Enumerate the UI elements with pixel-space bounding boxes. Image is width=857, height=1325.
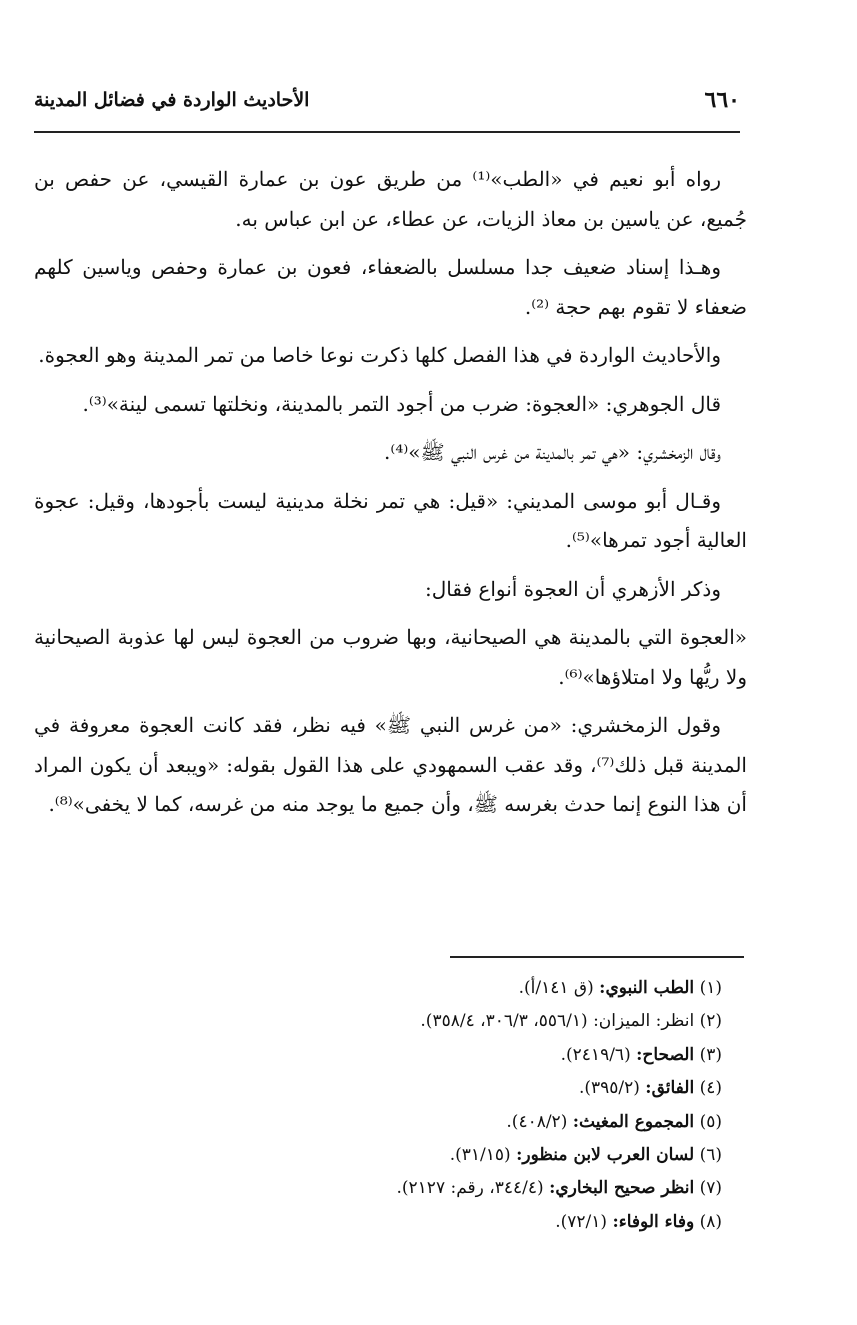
paragraph: وذكر الأزهري أن العجوة أنواع فقال: [424,576,721,601]
footnote-number: (٥) [699,1111,722,1132]
footnote-source: الطب النبوي: [599,978,695,998]
footnote-reference: (٢٤١٩/٦). [560,1044,631,1065]
running-title: الأحاديث الواردة في فضائل المدينة [34,89,310,111]
paragraph: وقـال أبو موسى المديني: «قيل: هي تمر نخلة مدينية ليست بأجودها، وقيل: عجوة العالية أجود تمرها»⁽⁵⁾. [34,488,747,552]
footnote-number: (٨) [699,1211,722,1232]
footnote-reference: (٧٢/١). [555,1211,608,1232]
footnote [34,1172,722,1205]
footnote-reference: (٤٠٨/٢). [506,1111,568,1132]
header-divider [34,131,740,133]
footnote [34,1206,722,1239]
footnote-reference: (٣٤٤/٤، رقم: ٢١٢٧). [396,1178,544,1199]
paragraph: رواه أبو نعيم في «الطب»⁽¹⁾ من طريق عون بن عمارة القيسي، عن حفص بن جُميع، عن ياسين بن معاذ الزيات، عن عطاء، عن ابن عباس به. [34,167,747,231]
footnote-source: لسان العرب لابن منظور: [516,1145,695,1166]
paragraph: والأحاديث الواردة في هذا الفصل كلها ذكرت نوعا خاصا من تمر المدينة وهو العجوة. [38,343,721,367]
footnote-reference: (٣١/١٥). [449,1145,511,1166]
page-header [34,84,740,116]
footnote [34,1005,722,1038]
quotation-paragraph: «العجوة التي بالمدينة هي الصيحانية، وبها ضروب من العجوة ليس لها عذوبة الصيحانية ولا ريُّها ولا امتلاؤها»⁽⁶⁾. [34,625,747,689]
footnote-number: (٣) [699,1044,722,1065]
footnote-reference: (٥٥٦/١، ٣٠٦/٣، ٣٥٨/٤). [420,1011,588,1032]
footnote-source: المجموع المغيث: [572,1111,695,1132]
paragraph: وقال الزمخشري: «هي تمر بالمدينة من غرس النبي ﷺ»⁽⁴⁾. [384,440,721,464]
footnote-source: وفاء الوفاء: [612,1211,695,1232]
footnote-divider [450,956,744,958]
footnote-number: (٧) [699,1178,722,1199]
paragraph: وقول الزمخشري: «من غرس النبي ﷺ» فيه نظر، فقد كانت العجوة معروفة في المدينة قبل ذلك⁽⁷⁾، وقد عقب السمهودي على هذا القول بقوله: «ويبعد أن يكون المراد أن هذا النوع إنما حدث بغرسه ﷺ، وأن جميع ما يوجد منه من غرسه، كما لا يخفى»⁽⁸⁾. [34,713,747,816]
footnote [34,972,722,1005]
footnote-source: الصحاح: [636,1044,695,1065]
footnote-reference: (٣٩٥/٢). [578,1078,640,1099]
footnote-number: (١) [699,978,722,998]
footnote-number: (٢) [699,1011,722,1032]
main-text [34,160,747,834]
footnote [34,1106,722,1139]
footnote [34,1139,722,1172]
footnote-source: انظر صحيح البخاري: [549,1178,695,1199]
footnote-number: (٤) [699,1078,722,1099]
footnote [34,1072,722,1105]
footnote-number: (٦) [699,1145,722,1166]
footnote-reference: (ق ١٤١/أ). [518,978,594,998]
footnote-source: انظر: الميزان: [593,1011,695,1032]
paragraph: وهـذا إسناد ضعيف جدا مسلسل بالضعفاء، فعون بن عمارة وحفص وياسين كلهم ضعفاء لا تقوم بهم حجة ⁽²⁾. [34,255,747,319]
page-number: ٦٦٠ [704,87,740,113]
paragraph: قال الجوهري: «العجوة: ضرب من أجود التمر بالمدينة، ونخلتها تسمى لينة»⁽³⁾. [82,391,721,416]
footnote [34,1039,722,1072]
footnotes [34,972,722,1239]
footnote-source: الفائق: [645,1078,695,1099]
